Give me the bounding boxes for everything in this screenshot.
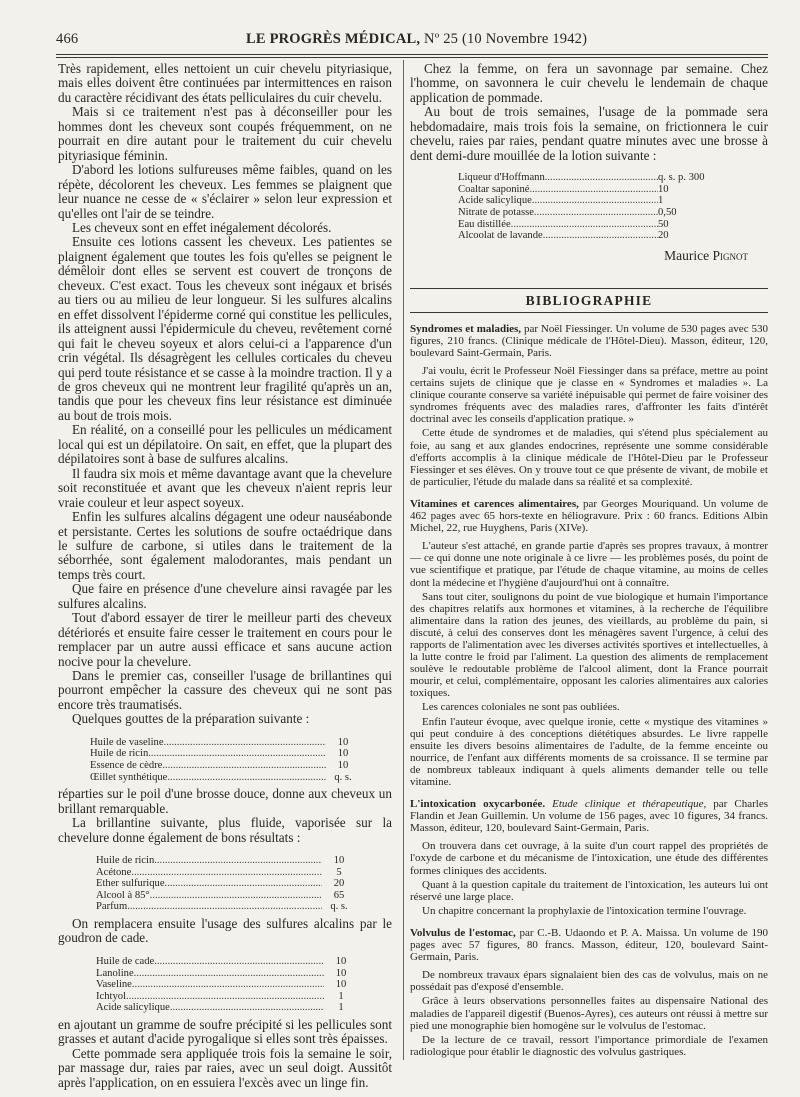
ingredient-qty: 10: [333, 855, 345, 867]
paragraph: Tout d'abord essayer de tirer le meilleur parti des cheveux détériorés et ensuite faire cesser le traitement en cours pour le remplacer par un autre aussi efficace et sans aucune action nocive pour la chevelure.: [58, 610, 392, 669]
ingredient-qty: 10: [337, 748, 349, 760]
author-last-name: Pignot: [712, 247, 748, 263]
ingredient-name: Nitrate de potasse: [458, 206, 534, 218]
leader-dots: [511, 219, 658, 231]
ingredient-qty: 10: [337, 736, 349, 748]
leader-dots: [127, 901, 322, 913]
recipe-row: [458, 207, 718, 219]
ingredient-name: Acide salicylique: [96, 1002, 170, 1014]
bib-subtitle: Etude clinique et thérapeutique,: [545, 798, 707, 811]
paragraph: Il faudra six mois et même davantage avant que la chevelure soit reconstituée et avant que les cheveux n'aient repris leur vraie couleur et leur aspect soyeux.: [58, 465, 392, 510]
ingredient-qty: 1: [658, 195, 664, 207]
bib-reference: [410, 323, 768, 359]
leader-dots: [165, 878, 322, 890]
ingredient-name: Huile de vaseline: [90, 736, 164, 748]
recipe-row: [458, 195, 718, 207]
bib-paragraph: De la lecture de ce travail, ressort l'importance primordiale de l'examen radiologique pour établir le diagnostic des volvulus gastriques.: [410, 1033, 768, 1058]
paragraph: Dans le premier cas, conseiller l'usage de brillantines qui pourront empêcher la cassure des cheveux qui ne sont pas encore très traumatisés.: [58, 668, 392, 712]
ingredient-qty: q. s.: [334, 771, 352, 783]
bib-entry: [410, 323, 768, 488]
column-separator: [403, 60, 404, 1060]
bib-title: Syndromes et maladies,: [410, 322, 522, 335]
bib-title: Volvulus de l'estomac,: [410, 926, 516, 939]
ingredient-qty: 10: [335, 967, 347, 979]
ingredient-name: Essence de cèdre: [90, 760, 163, 772]
recipe-row: [96, 855, 356, 867]
leader-dots: [534, 207, 658, 219]
ingredient-qty: 10: [658, 183, 669, 195]
recipe-row: [458, 184, 718, 196]
ingredient-name: Parfum: [96, 901, 128, 913]
ingredient-qty: 5: [336, 866, 342, 878]
ingredient-name: Coaltar saponiné: [458, 183, 530, 195]
paragraph: Les cheveux sont en effet inégalement décolorés.: [72, 219, 332, 235]
leader-dots: [162, 760, 326, 772]
ingredient-qty: q. s.: [330, 901, 348, 913]
left-column: [58, 62, 392, 1090]
leader-dots: [126, 991, 324, 1003]
leader-dots: [131, 867, 322, 879]
bib-paragraph: Enfin l'auteur évoque, avec quelque ironie, cette « mystique des vitamines » qui peut conduire à des conceptions diététiques absurdes. Le livre rappelle ensuite les divers besoins alimentaires de l'adulte, de la femme enceinte ou nourrice, de l'enfant aux différents moments de sa croissance. Il se termine par de nombreux tableaux indiquant à quels aliments demander telle ou telle vitamine.: [410, 715, 768, 789]
paragraph: Que faire en présence d'une chevelure ainsi ravagée par les sulfures alcalins.: [58, 581, 392, 611]
bib-entry: [410, 927, 768, 1058]
bib-paragraph: L'auteur s'est attaché, en grande partie d'après ses propres travaux, à montrer — ce qui donne une note originale à ce livre — les problèmes posés, du point de vue scientifique et pratique, par l'étude de chaque vitamine, au moins de celles dont la médecine et l'hygiène d'aujourd'hui ont à connaître.: [410, 540, 768, 589]
paragraph: Très rapidement, elles nettoient un cuir chevelu pityriasique, mais elles doivent être continuées par intermittences en raison du caractère récidivant des états pelliculaires du cuir chevelu.: [58, 62, 392, 105]
ingredient-name: Acétone: [96, 866, 132, 878]
leader-dots: [530, 184, 659, 196]
bib-details: par Georges Mouriquand. Un volume de 462 pages avec 65 hors-texte en héliogravure. Prix : 60 francs. Editions Albin Michel, 22, rue Huyghens, Paris (XIVe).: [410, 497, 768, 535]
bib-details: par Noël Fiessinger. Un volume de 530 pages avec 530 figures, 210 francs. (Clinique médicale de l'Hôtel-Dieu). Masson, éditeur, 120, boulevard Saint-Germain, Paris.: [410, 322, 768, 359]
leader-dots: [545, 172, 658, 184]
journal-name: LE PROGRÈS MÉDICAL,: [246, 31, 421, 47]
bib-title: Vitamines et carences alimentaires,: [410, 497, 579, 510]
bib-title: L'intoxication oxycarbonée.: [410, 798, 546, 811]
bib-paragraph: Cette étude de syndromes et de maladies, qui s'étend plus spécialement au foie, au sang et aux glandes endocrines, représente une somme considérable d'efforts accomplis à la clinique médicale de l'Hôtel-Dieu par le Professeur Fiessinger et ses élèves. On y trouve tout ce que présente de vivant, de mobile et de particulier, l'étude du malade dans sa réalité et sa complexité.: [410, 427, 768, 488]
paragraph: La brillantine suivante, plus fluide, vaporisée sur la chevelure donne également de bons résultats :: [58, 815, 392, 845]
ingredient-qty: 20: [333, 878, 345, 890]
ingredient-qty: q. s. p. 300: [658, 172, 705, 184]
paragraph: réparties sur le poil d'une brosse douce, donne aux cheveux un brillant remarquable.: [58, 786, 392, 816]
recipe-row: [96, 878, 356, 890]
section-title: BIBLIOGRAPHIE: [410, 288, 768, 313]
bib-paragraph: Sans tout citer, soulignons du point de vue biologique et humain l'importance des chapitres relatifs aux hormones et vitamines, à la recherche de l'équilibre alimentaire dans la ration des jeunes, des vieillards, au problème du pain, si discuté, à celui des conserves dont les ménagères savent l'urgence, à celui des rapports de l'alimentation avec les diverses activités sportives et intellectuelles, à la lutte contre le froid par l'aliment. La question des aliments de remplacement soulève le redoutable problème de l'alcool aliment, dont la France pourrait mourir, et celui, complémentaire, opposant les calories alimentaires aux calories toxiques.: [410, 590, 768, 700]
recipe-row: [96, 979, 358, 991]
ingredient-name: Acide salicylique: [458, 195, 532, 207]
leader-dots: [132, 979, 324, 991]
ingredient-qty: 20: [658, 230, 669, 242]
ingredient-name: Liqueur d'Hoffmann: [458, 172, 545, 184]
ingredient-name: Huile de ricin: [96, 855, 155, 867]
recipe-row: [96, 890, 356, 902]
bib-paragraph: J'ai voulu, écrit le Professeur Noël Fiessinger dans sa préface, mettre au point certains sujets de clinique que je classe en « Syndromes et maladies ». La clinique courante conserve sa variété inépuisable qui permet de faire voisiner des syndromes fréquents avec des maladies rares, d'affronter les faits d'intérêt doctrinal avec les conseils d'application pratique. »: [410, 365, 768, 426]
recipe-row: [458, 219, 718, 231]
bib-paragraph: De nombreux travaux épars signalaient bien des cas de volvulus, mais on ne possédait pas d'exposé d'ensemble.: [410, 969, 768, 994]
leader-dots: [532, 195, 658, 207]
recipe-lotion: [458, 172, 718, 242]
paragraph: Chez la femme, on fera un savonnage par semaine. Chez l'homme, on savonnera le cuir chevelu le lendemain de chaque application de pommade.: [410, 62, 768, 105]
ingredient-qty: 1: [338, 1002, 344, 1014]
leader-dots: [150, 890, 322, 902]
issue-info: Nº 25 (10 Novembre 1942): [424, 31, 588, 47]
bib-entry: [410, 498, 768, 788]
recipe-row: [96, 901, 356, 913]
bib-paragraph: On trouvera dans cet ouvrage, à la suite d'un court rappel des propriétés de l'oxyde de carbone et du mécanisme de l'intoxication, une étude des différentes formes cliniques des accidents.: [410, 840, 768, 877]
leader-dots: [164, 737, 326, 749]
right-column: [410, 62, 768, 1058]
paragraph: Quelques gouttes de la préparation suivante :: [72, 711, 310, 727]
recipe-row: [90, 737, 360, 749]
paragraph: Au bout de trois semaines, l'usage de la pommade sera hebdomadaire, mais trois fois la semaine, on frictionnera le cuir chevelu, raies par raies, pendant quatre minutes avec une brosse à dent demi-dure mouillée de la lotion suivante :: [410, 104, 768, 163]
ingredient-qty: 65: [333, 889, 345, 901]
recipe-cade-pomade: [96, 956, 358, 1014]
ingredient-name: Œillet synthétique: [90, 771, 168, 783]
bib-paragraph: Les carences coloniales ne sont pas oubliées.: [422, 701, 620, 714]
leader-dots: [148, 748, 326, 760]
bib-details: par C.-B. Udaondo et P. A. Maissa. Un volume de 190 pages avec 57 figures, 80 francs. Masson, éditeur, 120, boulevard Saint-Germain, Paris.: [410, 926, 768, 964]
ingredient-name: Alcool à 85°: [96, 889, 150, 901]
recipe-row: [90, 760, 360, 772]
ingredient-qty: 1: [338, 990, 344, 1002]
recipe-row: [96, 867, 356, 879]
ingredient-qty: 50: [658, 218, 669, 230]
ingredient-qty: 0,50: [658, 206, 677, 218]
header-rule: [56, 54, 768, 55]
bib-details: par Charles Flandin et Jean Guillemin. Un volume de 156 pages, avec 10 figures, 34 francs. Masson, éditeur, 120, boulevard Saint-Germain, Paris.: [410, 798, 768, 835]
ingredient-name: Eau distillée: [458, 218, 511, 230]
bib-reference: [410, 498, 768, 534]
ingredient-name: Alcoolat de lavande: [458, 230, 543, 242]
bib-paragraph: Grâce à leurs observations personnelles faites au dispensaire National des maladies de l'appareil digestif (Buenos-Ayres), ces auteurs ont réussi à mettre sur pied une monographie bien homogène sur le volvulus de l'estomac.: [410, 995, 768, 1032]
running-header: [56, 31, 768, 55]
ingredient-name: Vaseline: [96, 979, 132, 991]
ingredient-name: Lanoline: [96, 967, 134, 979]
recipe-row: [458, 172, 718, 184]
recipe-row: [96, 991, 358, 1003]
ingredient-name: Huile de cade: [96, 955, 155, 967]
recipe-brillantine-1: [90, 737, 360, 783]
paragraph: Enfin les sulfures alcalins dégagent une odeur nauséabonde et persistante. Certes les solutions de soufre octaédrique dans le sulfure de carbone, si utiles dans le traitement de la séborrhée, sont également malodorantes, mais pendant un temps très court.: [58, 509, 392, 582]
leader-dots: [154, 855, 322, 867]
leader-dots: [134, 968, 324, 980]
paragraph: Mais si ce traitement n'est pas à déconseiller pour les hommes dont les cheveux sont coupés fréquemment, on ne pourrait en dire autant pour le traitement du cuir chevelu pityriasique féminin.: [58, 104, 392, 163]
recipe-row: [90, 772, 360, 784]
paragraph: Ensuite ces lotions cassent les cheveux. Les patientes se plaignent également que toutes les fois qu'elles se peignent le démêloir dont elles se servent est couvert de tronçons de cheveux. C'est exact. Tous les cheveux sont inégaux et brisés au tiers ou au milieu de leur longueur. Si les sulfures alcalins en effet dissolvent l'épiderme corné qui constitue les pellicules, ils atteignent aussi l'épidermicule du cheveu, revêtement corné qui fait le cheveu soyeux et alors celui-ci a l'apparence d'un crin végétal. Ils désagrègent les cellules corticales du cheveu qui perd toute résistance et se casse à la moindre traction. Il y a de gros cheveux qui ne montrent leur fragilité qu'après un an, tandis que pour les cheveux fins leur résistance est diminuée au bout de trois mois.: [58, 234, 392, 423]
ingredient-qty: 10: [335, 979, 347, 991]
bib-reference: [410, 798, 768, 834]
leader-dots: [543, 230, 658, 242]
recipe-row: [458, 230, 718, 242]
ingredient-name: Ether sulfurique: [96, 878, 165, 890]
ingredient-name: Ichtyol: [96, 990, 127, 1002]
leader-dots: [154, 956, 324, 968]
leader-dots: [170, 1002, 324, 1014]
bib-paragraph: Un chapitre concernant la prophylaxie de l'intoxication termine l'ouvrage.: [422, 904, 747, 917]
page-number: 466: [56, 31, 79, 47]
author-signature: [410, 248, 748, 264]
recipe-row: [90, 748, 360, 760]
paragraph: D'abord les lotions sulfureuses même faibles, quand on les répète, décolorent les cheveux. Les femmes se plaignent que leur nuance ne cesse de « s'éclairer » selon leur expression et qu'elles ont l'air de se teindre.: [58, 162, 392, 221]
leader-dots: [167, 772, 326, 784]
recipe-brillantine-2: [96, 855, 356, 913]
ingredient-qty: 10: [337, 760, 349, 772]
ingredient-qty: 10: [335, 955, 347, 967]
recipe-row: [96, 956, 358, 968]
bib-reference: [410, 927, 768, 963]
paragraph: Cette pommade sera appliquée trois fois la semaine le soir, par massage dur, raies par raies, avec un seul doigt. Aussitôt après l'application, on en essuiera l'excès avec un linge fin.: [58, 1045, 392, 1090]
bib-paragraph: Quant à la question capitale du traitement de l'intoxication, les auteurs lui ont réservé une large place.: [410, 878, 768, 903]
recipe-row: [96, 968, 358, 980]
recipe-row: [96, 1002, 358, 1014]
bib-entry: [410, 798, 768, 917]
journal-title: [246, 31, 587, 48]
ingredient-name: Huile de ricin: [90, 748, 149, 760]
paragraph: En réalité, on a conseillé pour les pellicules un médicament local qui est un dépilatoire. On sait, en effet, que la plupart des dépilatoires sont à base de sulfures alcalins.: [58, 422, 392, 467]
header-rule-double: [56, 57, 768, 58]
author-first-name: Maurice: [664, 247, 710, 263]
paragraph: On remplacera ensuite l'usage des sulfures alcalins par le goudron de cade.: [58, 916, 392, 946]
paragraph: en ajoutant un gramme de soufre précipité si les pellicules sont grasses et autant d'acide pyrogalique si elles sont très épaisses.: [58, 1016, 392, 1047]
